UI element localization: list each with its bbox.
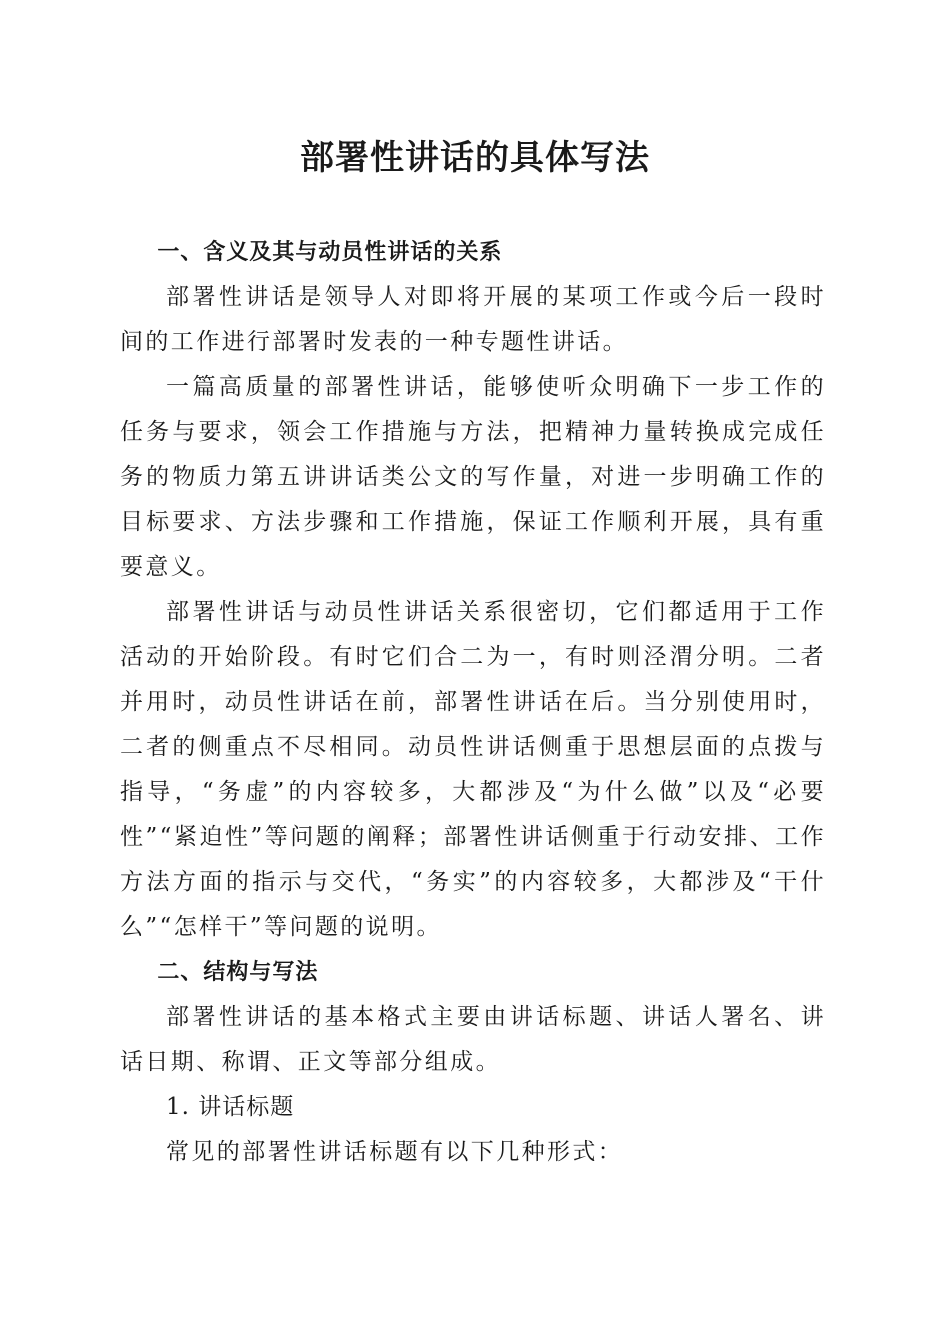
paragraph: 部署性讲话是领导人对即将开展的某项工作或今后一段时间的工作进行部署时发表的一种专题性讲话。: [120, 284, 826, 355]
document-title: 部署性讲话的具体写法: [300, 138, 650, 178]
subsection-heading: 1. 讲话标题: [166, 1094, 295, 1120]
document-body: [120, 230, 826, 1175]
paragraph: 部署性讲话与动员性讲话关系很密切，它们都适用于工作活动的开始阶段。有时它们合二为一，有时则泾渭分明。二者并用时，动员性讲话在前，部署性讲话在后。当分别使用时，二者的侧重点不尽相同。动员性讲话侧重于思想层面的点拨与指导，“务虚”的内容较多，大都涉及“为什么做”以及“必要性”“紧迫性”等问题的阐释；部署性讲话侧重于行动安排、工作方法方面的指示与交代，“务实”的内容较多，大都涉及“干什么”“怎样干”等问题的说明。: [120, 599, 826, 940]
section-heading-1: 一、含义及其与动员性讲话的关系: [157, 240, 503, 265]
paragraph: 一篇高质量的部署性讲话，能够使听众明确下一步工作的任务与要求，领会工作措施与方法，把精神力量转换成完成任务的物质力第五讲讲话类公文的写作量，对进一步明确工作的目标要求、方法步骤和工作措施，保证工作顺利开展，具有重要意义。: [120, 374, 826, 580]
section-heading-2: 二、结构与写法: [157, 960, 319, 985]
paragraph: 部署性讲话的基本格式主要由讲话标题、讲话人署名、讲话日期、称谓、正文等部分组成。: [120, 1004, 826, 1075]
paragraph: 常见的部署性讲话标题有以下几种形式：: [166, 1139, 624, 1165]
